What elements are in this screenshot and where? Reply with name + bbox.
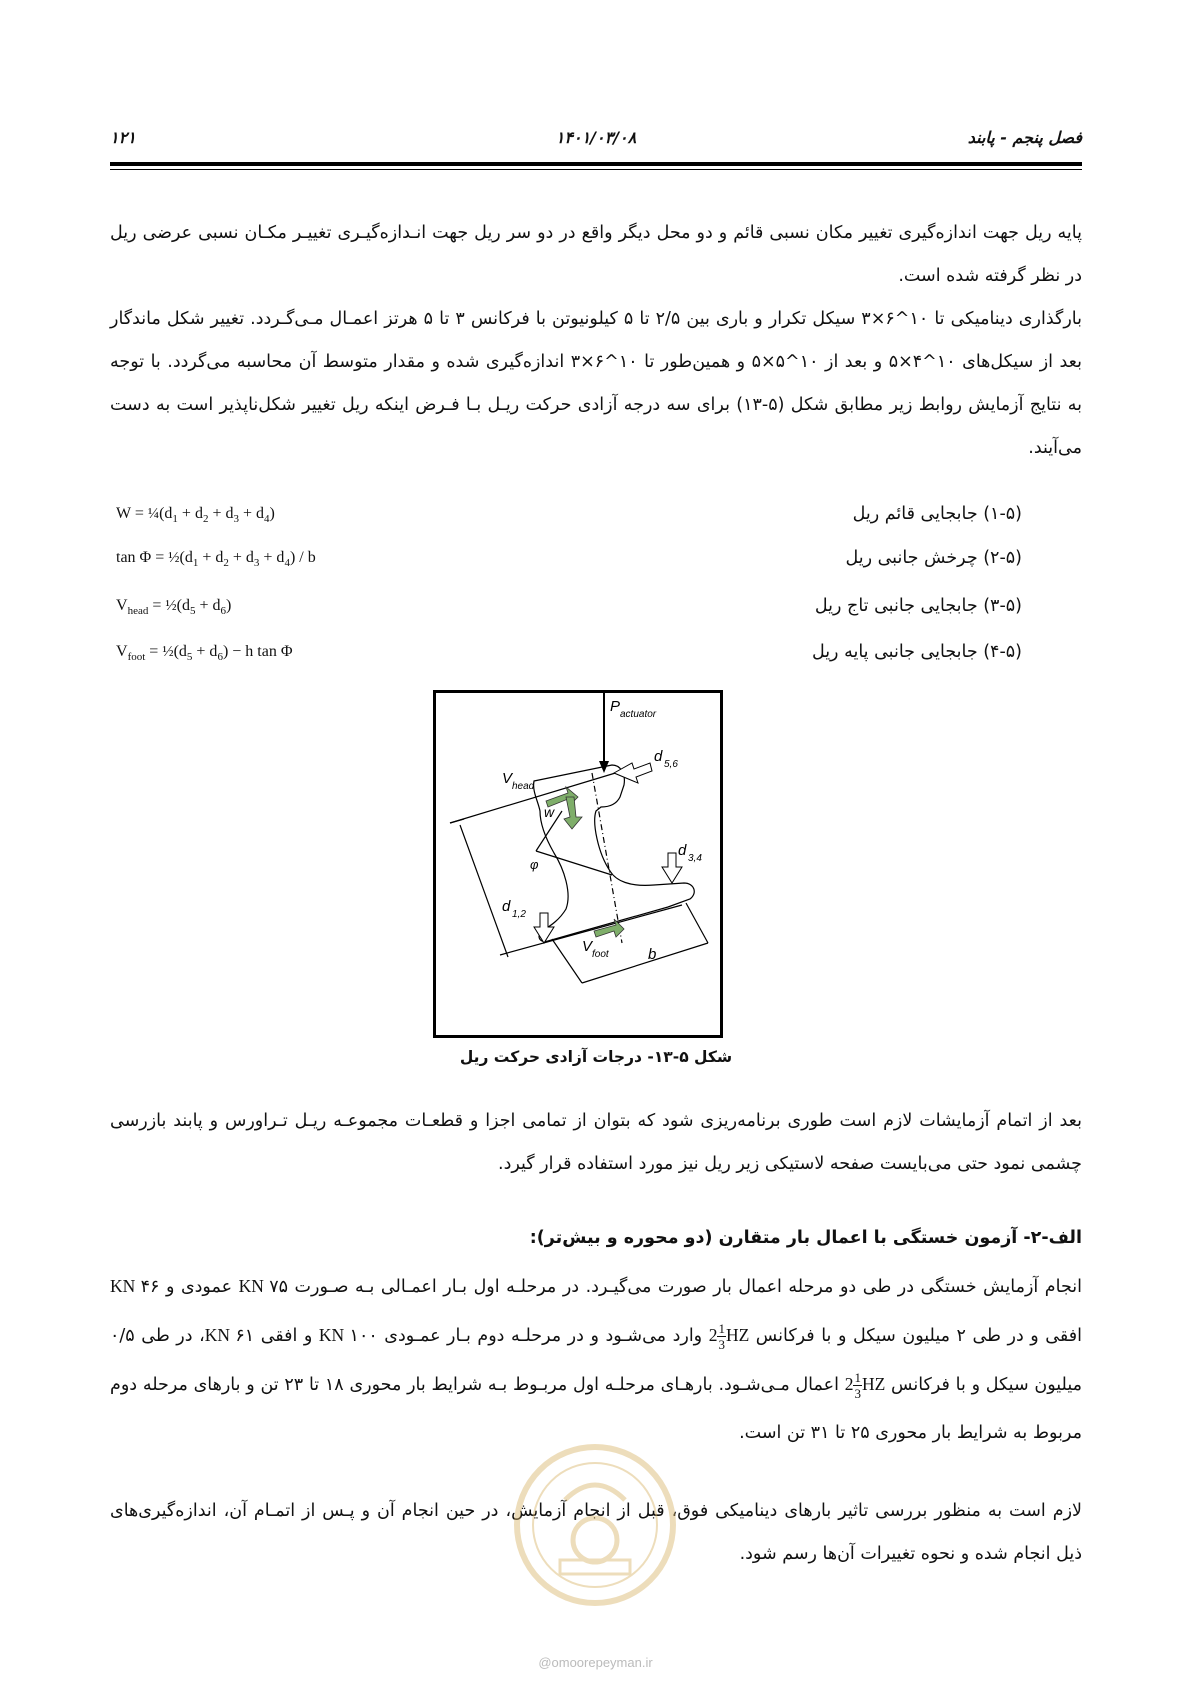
p4-text-e: افقی و در طی ۲ میلیون سیکل و با فرکانس [749, 1326, 1082, 1346]
equation-row-2 [110, 540, 1082, 576]
displacement-arrows [546, 787, 624, 937]
equation-row-3 [110, 588, 1082, 624]
p4-text-c: عمودی و [159, 1277, 239, 1297]
label-vhead: V [502, 770, 513, 787]
page-header [110, 128, 1082, 160]
p4-load-2: KN ۴۶ [110, 1276, 160, 1296]
p4-text-f: وارد می‌شـود و در مرحلـه دوم بـار عمـودی [377, 1326, 709, 1346]
p4-text-k: اعمال مـی‌شـود. بارهـای مرحلـه اول مربـوط بـه شرایط بار محوری ۱۸ تا ۲۳ تن و بارهای مرحله دوم مربوط به شرایط بار محوری ۲۵ تا ۳۱ تن است. [110, 1375, 1082, 1443]
label-d34: d [678, 842, 687, 859]
label-d56: d [654, 748, 663, 765]
p4-text-h: و افقی [254, 1326, 319, 1346]
frequency-1: 2 $\frac{1}{3}$ HZ [708, 1321, 750, 1353]
p4-text-j: ، در طی ۰/۵ میلیون سیکل و با فرکانس [110, 1326, 1082, 1395]
section-title: الف-۲- آزمون خستگی با اعمال بار متقارن (دو محوره و بیش‌تر): [529, 1228, 1082, 1248]
label-phi: φ [530, 857, 539, 872]
paragraph-1: پایه ریل جهت اندازه‌گیری تغییر مکان نسبی قائم و دو محل دیگر واقع در دو سر ریل جهت انـدازه‌گیـری تغییـر مکـان نسبی عرضی ریل در نظر گرفته شده است. [110, 223, 1082, 286]
page-number: ۱۲۱ [110, 128, 136, 147]
equation-label: (۱-۵) جابجایی قائم ریل [852, 504, 1022, 524]
paragraph-2: بارگذاری دینامیکی تا ۱۰^۶×۳ سیکل تکرار و باری بین ۲/۵ تا ۵ کیلونیوتن با فرکانس ۳ تا ۵ هرتز اعمـال مـی‌گـردد. تغییر شکل ماندگار بعد از سیکل‌های ۱۰^۴×۵ و بعد از ۱۰^۵×۵ و همین‌طور تا ۱۰^۶×۳ اندازه‌گیری شده و مقدار متوسط آن محاسبه می‌گردد. با توجه به نتایج آزمایش روابط زیر مطابق شکل (۵-۱۳) برای سه درجه آزادی حرکت ریـل بـا فـرض اینکه ریل تغییر شکل‌ناپذیر است به دست می‌آیند. [110, 309, 1083, 458]
p4-load-1: KN ۷۵ [238, 1276, 288, 1296]
label-d12-sub: 1,2 [512, 909, 526, 920]
equation-formula: $V_{foot}$ = $\frac{1}{2}(d_5 + d_6) - h$ tan Φ [116, 643, 293, 664]
paragraph-5: لازم است به منظور بررسی تاثیر بارهای دینامیکی فوق، قبل از انجام آزمایش، در حین انجام آن و پـس از اتمـام آن، اندازه‌گیری‌های ذیل انجام شده و نحوه تغییرات آن‌ها رسم شود. [110, 1501, 1082, 1564]
watermark-seal-icon [510, 1440, 680, 1610]
equation-formula: $V_{head}$ = $\frac{1}{2}(d_5 + d_6)$ [116, 597, 232, 618]
equation-label: (۳-۵) جابجایی جانبی تاج ریل [814, 596, 1022, 616]
frequency-2: 2 $\frac{1}{3}$ HZ [844, 1370, 886, 1402]
figure-caption: شکل ۵-۱۳- درجات آزادی حرکت ریل [459, 1048, 733, 1066]
equation-label: (۲-۵) چرخش جانبی ریل [845, 548, 1022, 568]
chapter-title: فصل پنجم - پابند [967, 128, 1082, 147]
p4-load-4: KN ۶۱ [204, 1325, 255, 1345]
equation-label: (۴-۵) جابجایی جانبی پایه ریل [811, 642, 1022, 662]
label-d12: d [502, 898, 511, 915]
footer-url: @omoorepeyman.ir [538, 1655, 653, 1670]
header-rule-thin [110, 169, 1082, 170]
header-date: ۱۴۰۱/۰۳/۰۸ [555, 128, 637, 147]
label-vfoot: V [582, 938, 593, 955]
equation-formula: $W = \frac{1}{4}(d_1 + d_2 + d_3 + d_4)$ [116, 505, 275, 526]
p4-load-3: KN ۱۰۰ [318, 1325, 378, 1345]
paragraph-4 [110, 1262, 1082, 1457]
rail-diagram [436, 693, 720, 1035]
equation-row-1 [110, 496, 1082, 532]
label-d56-sub: 5,6 [664, 759, 678, 770]
label-b: b [648, 946, 657, 963]
label-vfoot-sub: foot [592, 949, 609, 960]
header-rule-thick [110, 162, 1082, 166]
label-p: P [610, 698, 621, 715]
label-p-sub: actuator [620, 709, 657, 720]
rail-dof-figure [433, 690, 723, 1038]
label-d34-sub: 3,4 [688, 853, 702, 864]
label-w: w [544, 804, 555, 820]
equation-row-4 [110, 634, 1082, 670]
label-vhead-sub: head [512, 781, 535, 792]
equation-formula: $\tan \Phi = \frac{1}{2}(d_1 + d_2 + d_3 + d_4) / b$ [116, 549, 316, 570]
paragraph-3: بعد از اتمام آزمایشات لازم است طوری برنامه‌ریزی شود که بتوان از تمامی اجزا و قطعـات مجموعـه ریـل تـراورس و پابند بازرسی چشمی نمود حتی می‌بایست صفحه لاستیکی زیر ریل نیز مورد استفاده قرار گیرد. [110, 1111, 1082, 1174]
p4-text-a: انجام آزمایش خستگی در طی دو مرحله اعمال بار صورت می‌گیـرد. در مرحلـه اول بـار اعمـالی بـه صـورت [288, 1277, 1082, 1297]
